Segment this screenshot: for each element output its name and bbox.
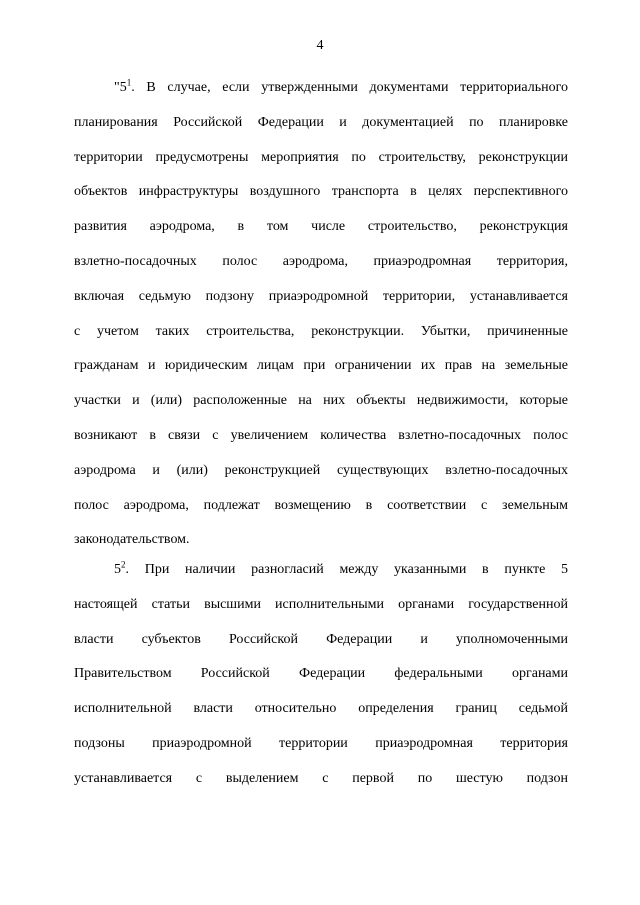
page-number: 4 bbox=[316, 38, 324, 53]
line-text: . При наличии разногласий между указанными в пункте 5 bbox=[125, 562, 568, 577]
paragraph-line bbox=[74, 71, 568, 106]
paragraph-line: законодательством. bbox=[74, 532, 190, 548]
clause-number: "5 bbox=[114, 80, 127, 95]
paragraph-line: взлетно-посадочных полос аэродрома, приаэродромная территория, bbox=[74, 253, 568, 269]
paragraph-5-2 bbox=[74, 553, 568, 797]
paragraph-line bbox=[74, 553, 568, 588]
paragraph-line: настоящей статьи высшими исполнительными органами государственной bbox=[74, 596, 568, 612]
paragraph-line: подзоны приаэродромной территории приаэродромная территория bbox=[74, 735, 568, 751]
paragraph-line: полос аэродрома, подлежат возмещению в соответствии с земельным bbox=[74, 497, 568, 513]
paragraph-line: исполнительной власти относительно определения границ седьмой bbox=[74, 701, 568, 717]
paragraph-line: аэродрома и (или) реконструкцией существующих взлетно-посадочных bbox=[74, 462, 568, 478]
paragraph-line: планирования Российской Федерации и документацией по планировке bbox=[74, 114, 568, 130]
line-text: . В случае, если утвержденными документами территориального bbox=[131, 80, 568, 95]
paragraph-line: Правительством Российской Федерации федеральными органами bbox=[74, 666, 568, 682]
paragraph-line: власти субъектов Российской Федерации и уполномоченными bbox=[74, 631, 568, 647]
clause-superscript: 1 bbox=[126, 77, 132, 88]
clause-superscript: 2 bbox=[121, 559, 126, 570]
paragraph-line: гражданам и юридическим лицам при ограничении их прав на земельные bbox=[74, 358, 568, 374]
paragraph-line: развития аэродрома, в том числе строительство, реконструкция bbox=[74, 219, 568, 235]
clause-number: 5 bbox=[114, 562, 121, 577]
paragraph-line: территории предусмотрены мероприятия по строительству, реконструкции bbox=[74, 149, 568, 165]
paragraph-5-1 bbox=[74, 71, 568, 558]
paragraph-line: участки и (или) расположенные на них объекты недвижимости, которые bbox=[74, 393, 568, 409]
paragraph-line: устанавливается с выделением с первой по шестую подзон bbox=[74, 770, 568, 786]
paragraph-line: объектов инфраструктуры воздушного транспорта в целях перспективного bbox=[74, 184, 568, 200]
paragraph-line: возникают в связи с увеличением количества взлетно-посадочных полос bbox=[74, 427, 568, 443]
paragraph-line: включая седьмую подзону приаэродромной территории, устанавливается bbox=[74, 288, 568, 304]
paragraph-line: с учетом таких строительства, реконструкции. Убытки, причиненные bbox=[74, 323, 568, 339]
